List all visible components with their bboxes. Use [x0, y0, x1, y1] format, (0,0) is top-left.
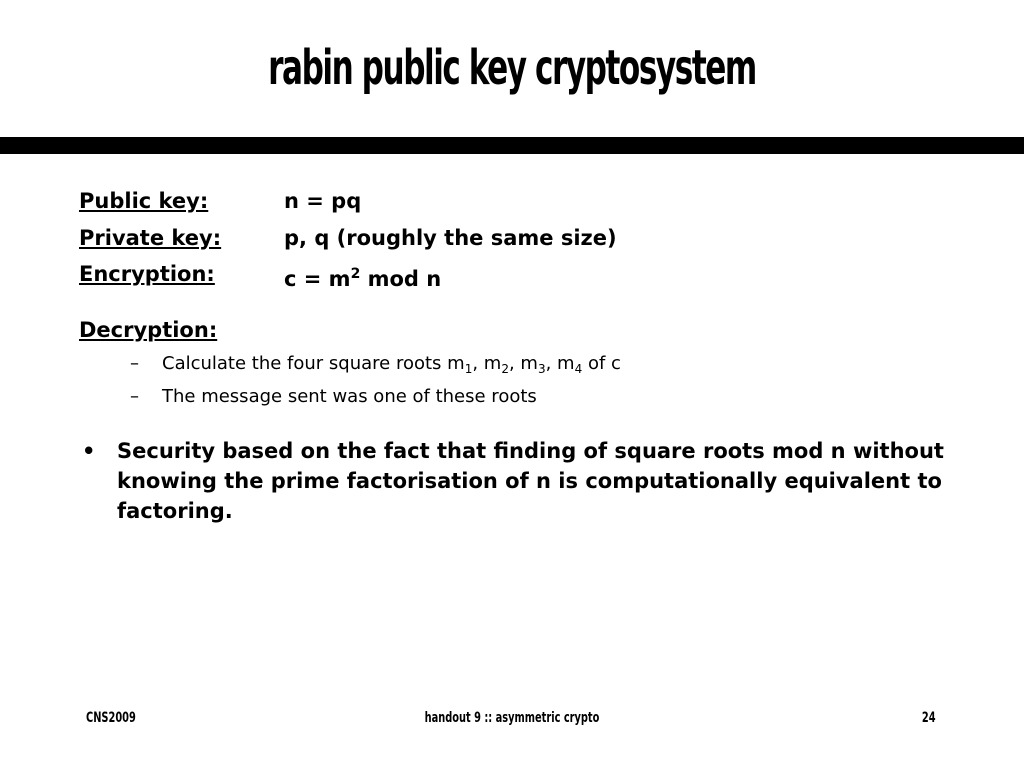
footer-page-number: 24 — [922, 710, 936, 726]
footer-handout: handout 9 :: asymmetric crypto — [424, 710, 600, 726]
public-key-label: Public key: — [79, 189, 209, 213]
private-key-label: Private key: — [79, 226, 222, 250]
decryption-item-2-text: The message sent was one of these roots — [162, 386, 537, 407]
text-part: Calculate the four square roots m — [162, 353, 465, 374]
encryption-label: Encryption: — [79, 262, 215, 286]
bullet-marker: • — [82, 439, 96, 463]
subscript: 3 — [537, 362, 546, 376]
private-key-value: p, q (roughly the same size) — [284, 226, 617, 250]
subscript: 2 — [501, 362, 509, 376]
slide-title: rabin public key cryptosystem — [268, 40, 756, 96]
security-bullet-text: Security based on the fact that finding of square roots mod n without knowing the prime factorisation of n is computationally equivalent to factoring. — [117, 439, 944, 523]
encryption-value-prefix: c = m — [284, 267, 351, 291]
decryption-item-1-text — [162, 352, 621, 381]
text-part: of c — [582, 353, 621, 374]
text-part: , m — [508, 353, 538, 374]
encryption-value-suffix: mod n — [360, 267, 442, 291]
subscript: 4 — [574, 362, 583, 376]
subscript: 1 — [464, 362, 473, 376]
dash-marker: – — [130, 386, 139, 407]
encryption-value — [284, 260, 441, 293]
title-divider — [0, 137, 1024, 154]
public-key-value: n = pq — [284, 189, 362, 213]
dash-marker: – — [130, 353, 139, 374]
text-part: , m — [472, 353, 502, 374]
encryption-exponent: 2 — [350, 266, 361, 282]
text-part: , m — [545, 353, 575, 374]
decryption-title: Decryption: — [79, 318, 218, 342]
footer-course: CNS2009 — [86, 710, 136, 726]
